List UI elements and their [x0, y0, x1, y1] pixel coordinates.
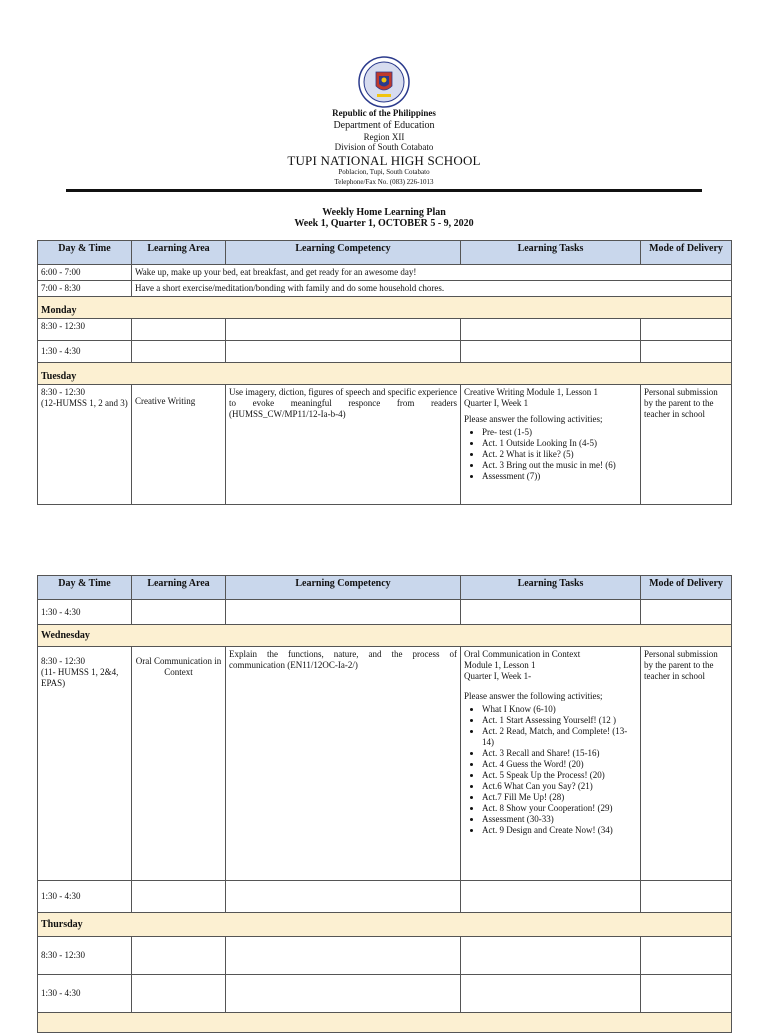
col-learning-tasks: Learning Tasks: [461, 241, 641, 265]
region-line: Region XII: [363, 132, 405, 142]
header-row: [38, 241, 732, 265]
school-phone: Telephone/Fax No. (083) 226-1013: [334, 178, 434, 186]
day-row-wednesday: Wednesday: [38, 625, 732, 647]
department-line: Department of Education: [333, 120, 435, 131]
list-item: • Act. 3 Bring out the music in me! (6): [482, 460, 637, 471]
learning-area: Creative Writing: [132, 385, 226, 505]
day-row-next: [38, 1013, 732, 1033]
table-row: 1:30 - 4:30: [38, 600, 732, 625]
table-row: 7:00 - 8:30 Have a short exercise/meditation/bonding with family and do some household chores.: [38, 281, 732, 297]
table-row: 8:30 - 12:30 (11- HUMSS 1, 2&4, EPAS) Oral Communication in Context Explain the functions, nature, and the process of communication (EN11/12OC-Ia-2/) Oral Communication in Context Module 1, Lesson 1 Quarter I, Week 1- Please answer the following activities; • What I Know (6-10) • Act. 1 Start Assessing Yourself! (12 ) • Act. 2 Read, Match, and Complete! (13-14) • Act. 3 Recall and Share! (15-16) • Act. 4 Guess the Word! (20) • Act. 5 Speak Up the Process! (20) • Act.6 What Can you Say? (21) • Act.7 Fill Me Up! (28) • Act. 8 Show your Cooperation! (29) • Assessment (30-33) • Act. 9 Design and Create Now! (34) Personal submission by the parent to the teacher in school: [38, 647, 732, 881]
list-item: • Act. 8 Show your Cooperation! (29): [482, 803, 637, 814]
col-day-time: Day & Time: [38, 241, 132, 265]
list-item: • Act. 1 Outside Looking In (4-5): [482, 438, 637, 449]
table-row: 8:30 - 12:30: [38, 319, 732, 341]
learning-plan-table-2: [37, 575, 732, 1033]
learning-plan-table-1: [37, 240, 732, 505]
list-item: • Pre- test (1-5): [482, 427, 637, 438]
mode-of-delivery: Personal submission by the parent to the teacher in school: [641, 647, 732, 881]
list-item: • Act.6 What Can you Say? (21): [482, 781, 637, 792]
learning-area: Oral Communication in Context: [132, 647, 226, 881]
republic-line: Republic of the Philippines: [332, 108, 436, 118]
table-row: 1:30 - 4:30: [38, 881, 732, 913]
table-row: 1:30 - 4:30: [38, 975, 732, 1013]
division-line: Division of South Cotabato: [334, 142, 434, 152]
deped-seal-icon: [358, 56, 410, 108]
col-learning-area: Learning Area: [132, 241, 226, 265]
list-item: • Act. 5 Speak Up the Process! (20): [482, 770, 637, 781]
table-row: 8:30 - 12:30 (12-HUMSS 1, 2 and 3) Creative Writing Use imagery, diction, figures of speech and specific experience to evoke meaningful responce from readers (HUMSS_CW/MP11/12-Ia-b-4) Creative Writing Module 1, Lesson 1 Quarter I, Week 1 Please answer the following activities; • Pre- test (1-5) • Act. 1 Outside Looking In (4-5) • Act. 2 What is it like? (5) • Act. 3 Bring out the music in me! (6) • Assessment (7)) Personal submission by the parent to the teacher in school: [38, 385, 732, 505]
learning-competency: Use imagery, diction, figures of speech and specific experience to evoke meaningful responce from readers (HUMSS_CW/MP11/12-Ia-b-4): [226, 385, 461, 505]
list-item: • Assessment (30-33): [482, 814, 637, 825]
day-row-monday: Monday: [38, 297, 732, 319]
col-mode-of-delivery: Mode of Delivery: [641, 241, 732, 265]
list-item: • Act. 4 Guess the Word! (20): [482, 759, 637, 770]
plan-title: Weekly Home Learning Plan: [322, 207, 446, 218]
day-row-tuesday: Tuesday: [38, 363, 732, 385]
list-item: • Act. 9 Design and Create Now! (34): [482, 825, 637, 836]
school-address: Poblacion, Tupi, South Cotabato: [338, 168, 430, 176]
header-divider: [66, 189, 702, 192]
list-item: • Assessment (7)): [482, 471, 637, 482]
list-item: • Act. 3 Recall and Share! (15-16): [482, 748, 637, 759]
col-learning-competency: Learning Competency: [226, 241, 461, 265]
learning-tasks: Creative Writing Module 1, Lesson 1 Quarter I, Week 1 Please answer the following activities; • Pre- test (1-5) • Act. 1 Outside Looking In (4-5) • Act. 2 What is it like? (5) • Act. 3 Bring out the music in me! (6) • Assessment (7)): [461, 385, 641, 505]
list-item: • Act. 1 Start Assessing Yourself! (12 ): [482, 715, 637, 726]
header-row: Day & Time Learning Area Learning Competency Learning Tasks Mode of Delivery: [38, 576, 732, 600]
list-item: • What I Know (6-10): [482, 704, 637, 715]
learning-tasks: Oral Communication in Context Module 1, Lesson 1 Quarter I, Week 1- Please answer the following activities; • What I Know (6-10) • Act. 1 Start Assessing Yourself! (12 ) • Act. 2 Read, Match, and Complete! (13-14) • Act. 3 Recall and Share! (15-16) • Act. 4 Guess the Word! (20) • Act. 5 Speak Up the Process! (20) • Act.6 What Can you Say? (21) • Act.7 Fill Me Up! (28) • Act. 8 Show your Cooperation! (29) • Assessment (30-33) • Act. 9 Design and Create Now! (34): [461, 647, 641, 881]
table-row: 6:00 - 7:00 Wake up, make up your bed, eat breakfast, and get ready for an awesome day!: [38, 265, 732, 281]
list-item: • Act. 2 What is it like? (5): [482, 449, 637, 460]
school-name: TUPI NATIONAL HIGH SCHOOL: [287, 153, 481, 168]
plan-subtitle: Week 1, Quarter 1, OCTOBER 5 - 9, 2020: [294, 218, 474, 229]
learning-competency: Explain the functions, nature, and the process of communication (EN11/12OC-Ia-2/): [226, 647, 461, 881]
list-item: • Act. 2 Read, Match, and Complete! (13-14): [482, 726, 637, 748]
list-item: • Act.7 Fill Me Up! (28): [482, 792, 637, 803]
day-row-thursday: Thursday: [38, 913, 732, 937]
table-row: 8:30 - 12:30: [38, 937, 732, 975]
mode-of-delivery: Personal submission by the parent to the teacher in school: [641, 385, 732, 505]
table-row: 1:30 - 4:30: [38, 341, 732, 363]
